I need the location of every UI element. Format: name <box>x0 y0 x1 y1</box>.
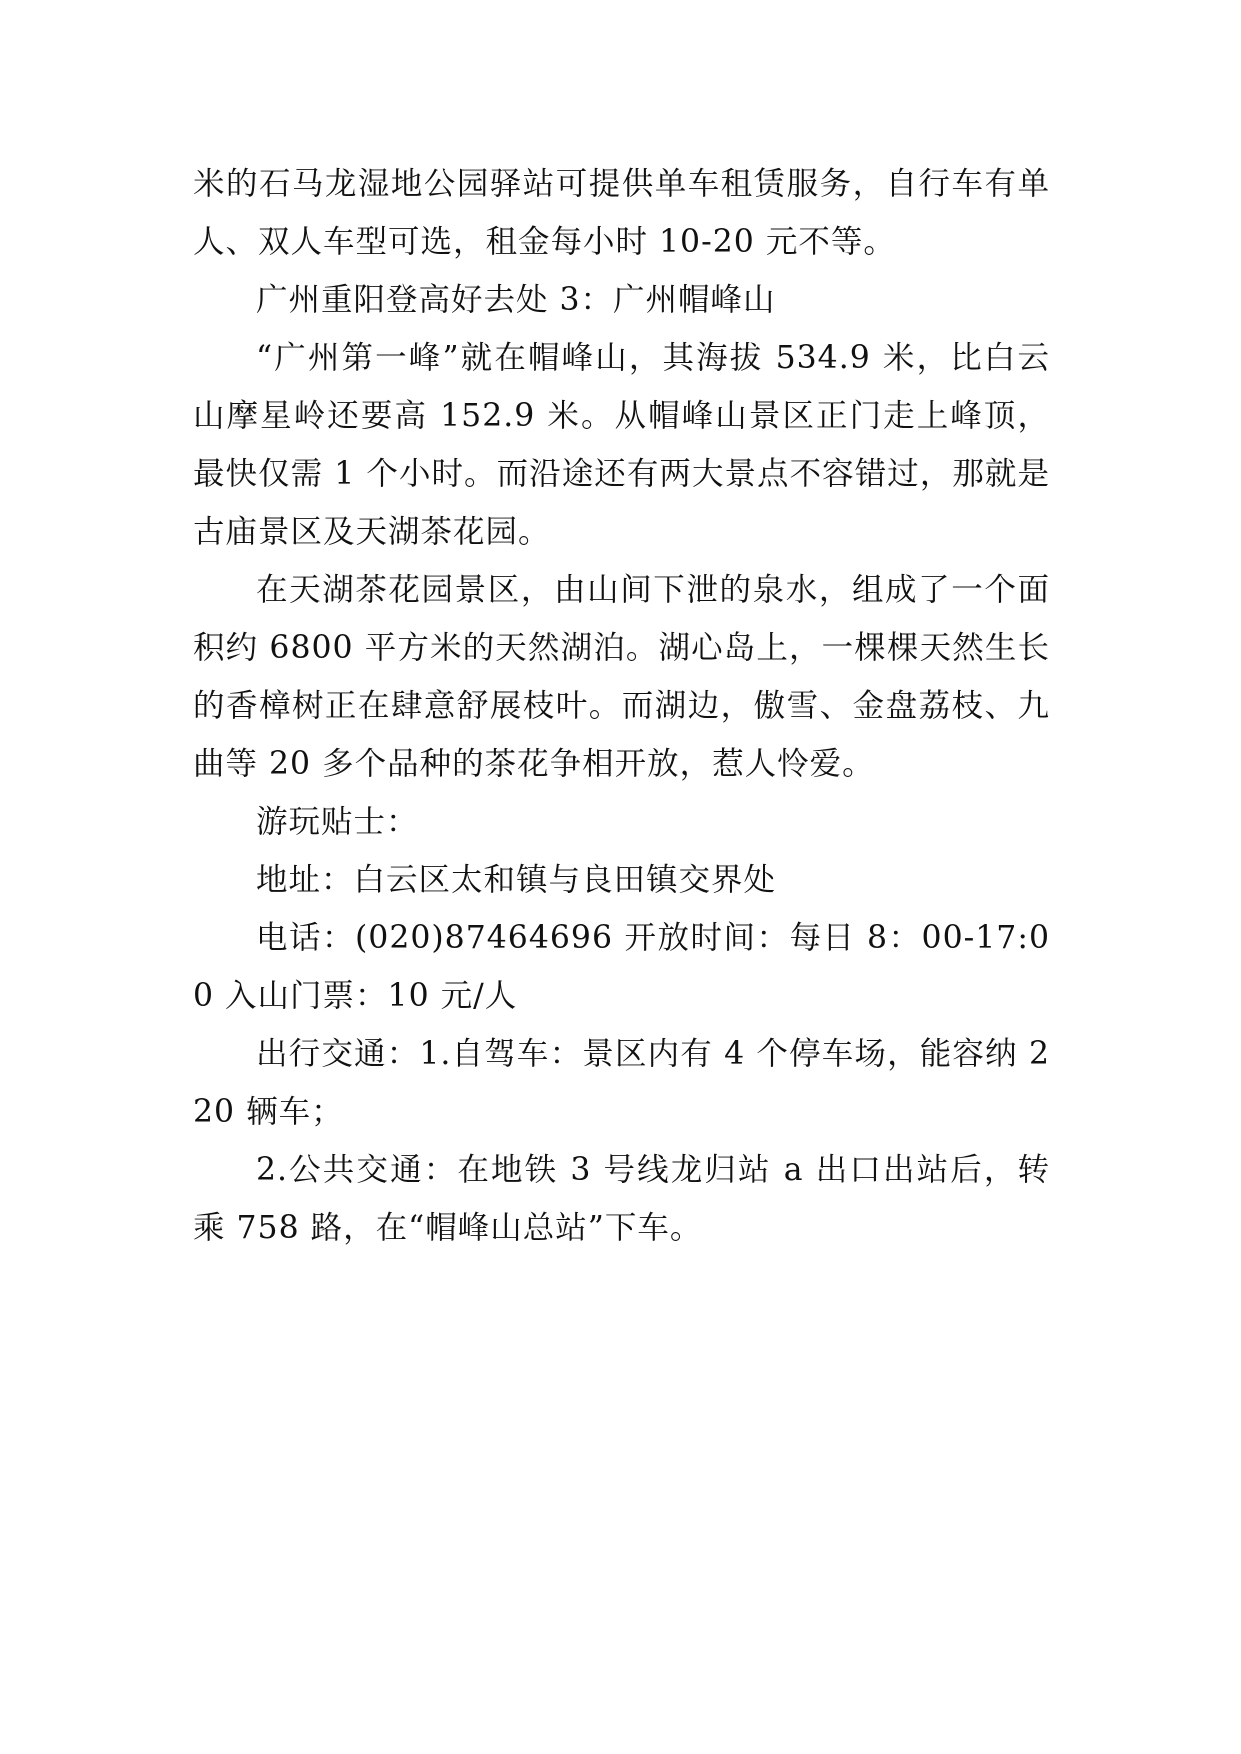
document-page <box>193 155 1050 1257</box>
transport-public: 2.公共交通：在地铁 3 号线龙归站 a 出口出站后，转乘 758 路，在“帽峰山总站”下车。 <box>193 1152 1050 1246</box>
address-line: 地址：白云区太和镇与良田镇交界处 <box>256 862 777 898</box>
section-heading-maofeng-mountain: 广州重阳登高好去处 3：广州帽峰山 <box>256 282 776 318</box>
tips-heading: 游玩贴士： <box>256 804 419 840</box>
transport-self-drive: 出行交通：1.自驾车：景区内有 4 个停车场，能容纳 220 辆车； <box>193 1036 1050 1130</box>
phone-hours-ticket-line: 电话：(020)87464696 开放时间：每日 8：00-17:00 入山门票：10 元/人 <box>193 920 1050 1014</box>
paragraph-bike-rental: 米的石马龙湿地公园驿站可提供单车租赁服务，自行车有单人、双人车型可选，租金每小时 10-20 元不等。 <box>193 166 1050 260</box>
paragraph-tianhu-garden: 在天湖茶花园景区，由山间下泄的泉水，组成了一个面积约 6800 平方米的天然湖泊。湖心岛上，一棵棵天然生长的香樟树正在肆意舒展枝叶。而湖边，傲雪、金盘荔枝、九曲等 20 多个品种的茶花争相开放，惹人怜爱。 <box>193 572 1050 782</box>
paragraph-maofeng-intro: “广州第一峰”就在帽峰山，其海拔 534.9 米，比白云山摩星岭还要高 152.9 米。从帽峰山景区正门走上峰顶，最快仅需 1 个小时。而沿途还有两大景点不容错过，那就是古庙景区及天湖茶花园。 <box>193 340 1050 550</box>
